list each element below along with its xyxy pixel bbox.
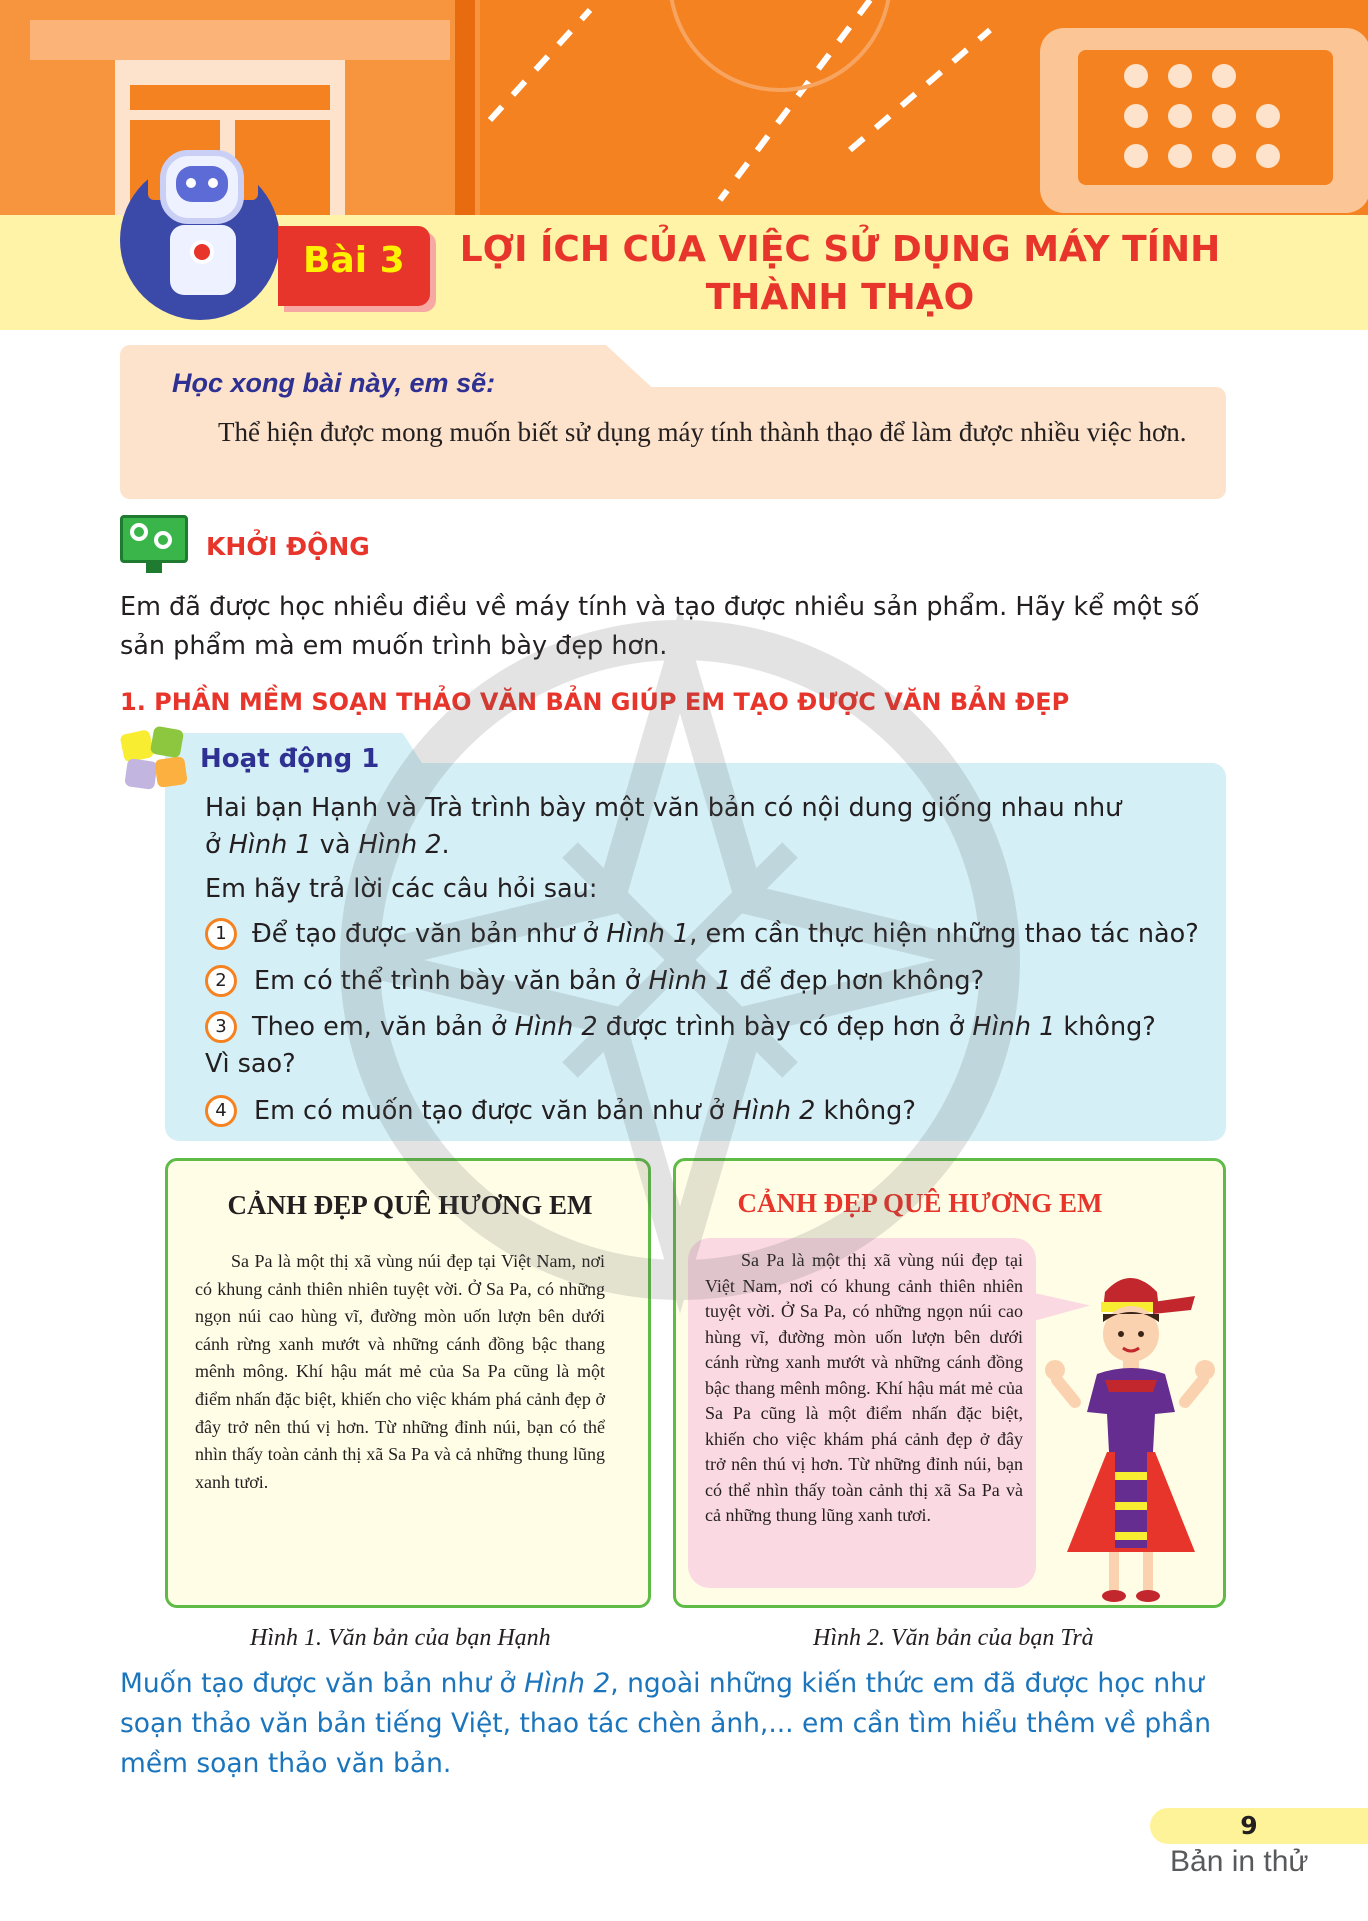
question-number-4: 4 — [205, 1095, 237, 1127]
closing-paragraph: Muốn tạo được văn bản như ở Hình 2, ngoài những kiến thức em đã được học như soạn thảo văn bản tiếng Việt, thao tác chèn ảnh,... em cần tìm hiểu thêm về phần mềm soạn thảo văn bản. — [120, 1668, 1212, 1779]
activity-intro-cont: ở Hình 1 và Hình 2. — [205, 830, 450, 860]
objectives-text: Thể hiện được mong muốn biết sử dụng máy tính thành thạo để làm được nhiều việc hơn. — [218, 417, 1187, 447]
power-icon — [190, 240, 214, 264]
proof-label: Bản in thử — [1170, 1845, 1309, 1878]
question-number-1: 1 — [205, 918, 237, 950]
section-heading: 1. PHẦN MỀM SOẠN THẢO VĂN BẢN GIÚP EM TẠO ĐƯỢC VĂN BẢN ĐẸP — [120, 688, 1070, 716]
dashed-arrow-decoration — [470, 0, 1030, 215]
activity-heading: Hoạt động 1 — [200, 744, 380, 774]
activity-intro: Hai bạn Hạnh và Trà trình bày một văn bản có nội dung giống nhau như — [205, 793, 1122, 823]
question-number-3: 3 — [205, 1011, 237, 1043]
warmup-heading: KHỞI ĐỘNG — [206, 532, 370, 561]
figure-1-caption: Hình 1. Văn bản của bạn Hạnh — [250, 1625, 551, 1651]
question-number-2: 2 — [205, 965, 237, 997]
page-title: LỢI ÍCH CỦA VIỆC SỬ DỤNG MÁY TÍNH THÀNH THẠO — [459, 229, 1221, 318]
question-1: Để tạo được văn bản như ở Hình 1, em cần thực hiện những thao tác nào? — [252, 919, 1199, 949]
figure-1-body: Sa Pa là một thị xã vùng núi đẹp tại Việt Nam, nơi có khung cảnh thiên nhiên tuyệt vời. Ở Sa Pa, có những ngọn núi cao hùng vĩ, đường mòn uốn lượn bên dưới cánh rừng xanh mướt và những cánh đồng bậc thang mênh mông. Khí hậu mát mẻ của Sa Pa cũng là một điểm nhấn đặc biệt, khiến cho việc khám phá cảnh đẹp ở đây trở nên thú vị hơn. Từ những đỉnh núi, bạn có thể nhìn thấy toàn cảnh thị xã Sa Pa và cả những thung lũng xanh tươi. — [195, 1251, 605, 1492]
question-3: Theo em, văn bản ở Hình 2 được trình bày có đẹp hơn ở Hình 1 không? — [252, 1012, 1156, 1042]
figure-2-caption: Hình 2. Văn bản của bạn Trà — [813, 1625, 1094, 1651]
page-number: 9 — [1240, 1811, 1258, 1840]
puzzle-icon — [122, 728, 190, 792]
figure-1-title: CẢNH ĐẸP QUÊ HƯƠNG EM — [227, 1190, 593, 1220]
question-4: Em có muốn tạo được văn bản như ở Hình 2 không? — [254, 1096, 916, 1126]
question-2: Em có thể trình bày văn bản ở Hình 1 để đẹp hơn không? — [254, 966, 985, 996]
lesson-label: Bài 3 — [303, 240, 405, 281]
monitor-gears-icon — [120, 515, 188, 573]
girl-illustration-icon — [1035, 1262, 1225, 1607]
warmup-text: Em đã được học nhiều điều về máy tính và tạo được nhiều sản phẩm. Hãy kể một số sản phẩm mà em muốn trình bày đẹp hơn. — [120, 592, 1200, 661]
figure-2-title: CẢNH ĐẸP QUÊ HƯƠNG EM — [737, 1188, 1103, 1218]
question-3-cont: Vì sao? — [205, 1049, 296, 1079]
objectives-heading: Học xong bài này, em sẽ: — [172, 368, 496, 398]
activity-prompt: Em hãy trả lời các câu hỏi sau: — [205, 874, 598, 904]
figure-2-body: Sa Pa là một thị xã vùng núi đẹp tại Việt Nam, nơi có khung cảnh thiên nhiên tuyệt vời. Ở Sa Pa, có những ngọn núi cao hùng vĩ, đường mòn uốn lượn bên dưới cánh rừng xanh mướt và những cánh đồng bậc thang mênh mông. Khí hậu mát mẻ của Sa Pa cũng là một điểm nhấn đặc biệt, khiến cho việc khám phá cảnh đẹp ở đây trở nên thú vị hơn. Từ những đỉnh núi, bạn có thể nhìn thấy toàn cảnh thị xã Sa Pa và cả những thung lũng xanh tươi. — [705, 1250, 1023, 1525]
lesson-badge — [278, 226, 430, 306]
